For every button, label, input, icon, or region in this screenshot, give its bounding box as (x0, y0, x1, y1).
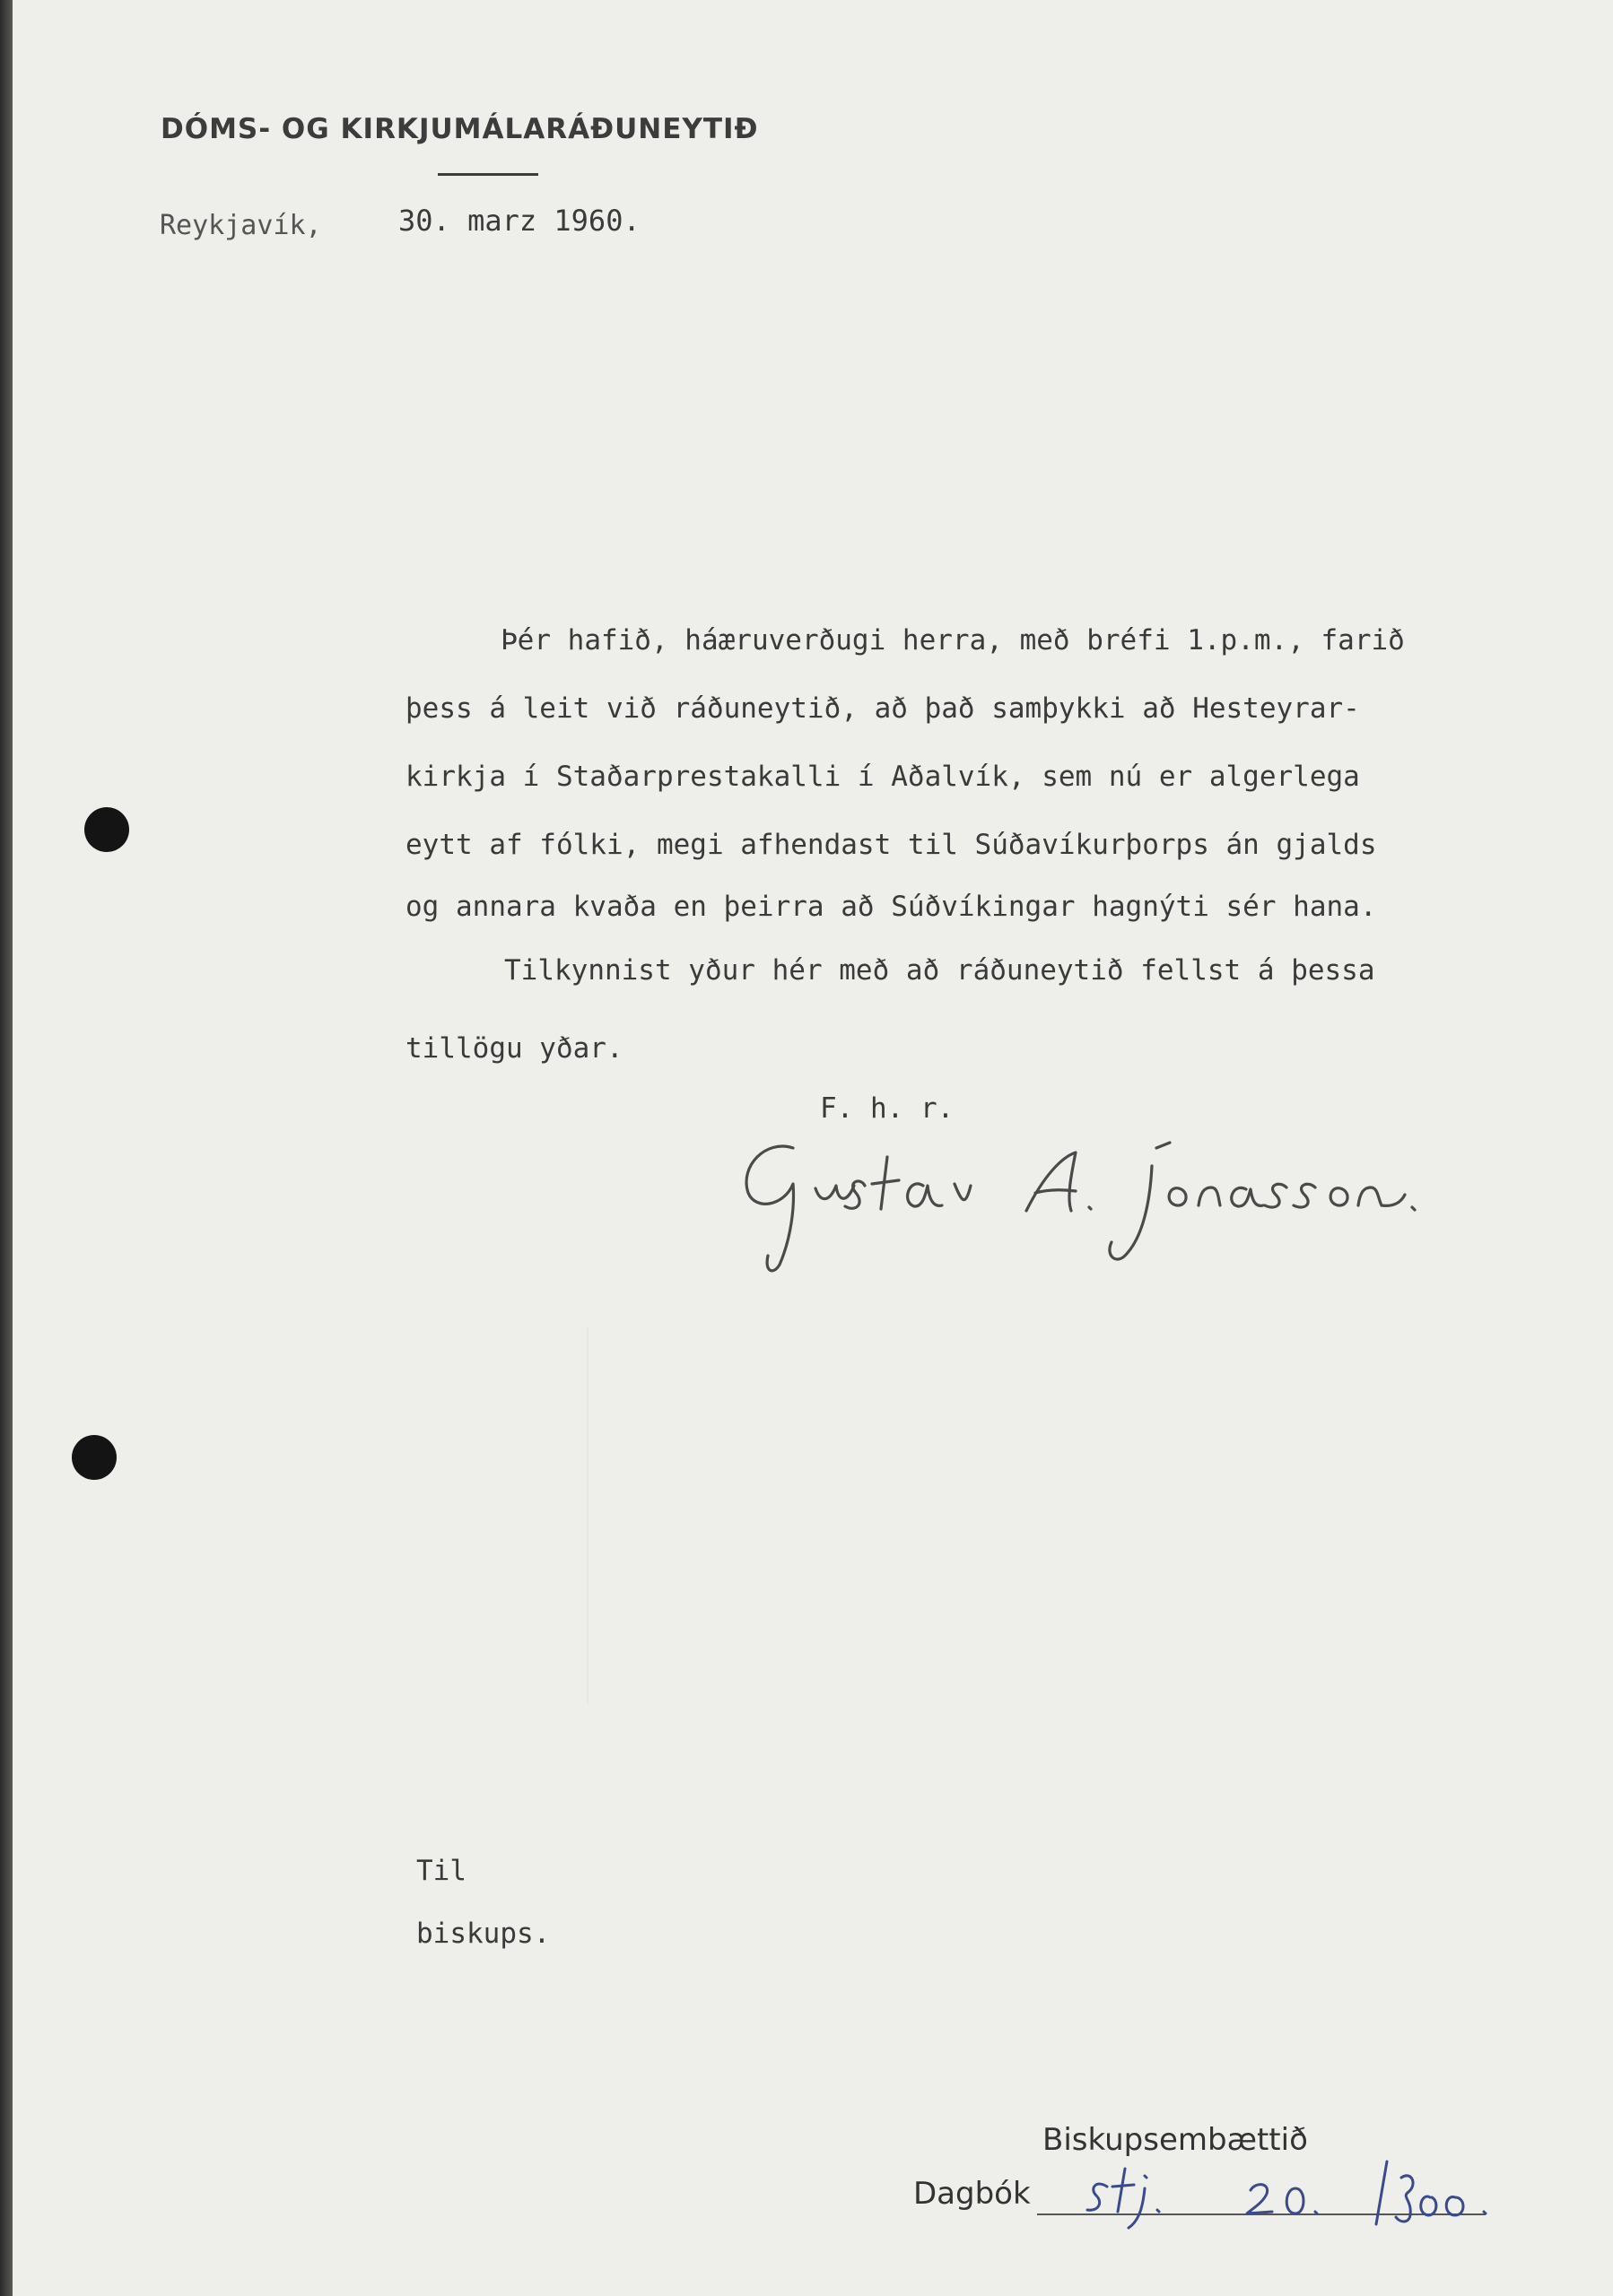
letterhead-divider (438, 173, 538, 176)
letter-page (13, 0, 1613, 2296)
signature-label: F. h. r. (820, 1092, 955, 1125)
body-line: Tilkynnist yður hér með að ráðuneytið fellst á þessa (504, 954, 1375, 987)
paper-crease (587, 1327, 589, 1704)
stamp-handwritten-entry (1071, 2135, 1502, 2233)
stamp-office-title: Biskupsembættið (1042, 2122, 1308, 2158)
scan-edge (0, 0, 13, 2296)
punch-hole-bottom (72, 1435, 117, 1480)
stamp-ledger-label: Dagbók (913, 2176, 1031, 2212)
body-line: eytt af fólki, megi afhendast til Súðavíkurþorps án gjalds (405, 829, 1377, 861)
dateline-place: Reykjavík, (160, 210, 322, 241)
body-line: þess á leit við ráðuneytið, að það samþykki að Hesteyrar- (405, 692, 1360, 725)
dateline-date: 30. marz 1960. (398, 204, 641, 238)
handwritten-signature (730, 1121, 1430, 1283)
punch-hole-top (84, 807, 129, 852)
body-line: tillögu yðar. (405, 1032, 623, 1065)
body-line: og annara kvaða en þeirra að Súðvíkingar hagnýti sér hana. (405, 891, 1377, 923)
letterhead-ministry: DÓMS- OG KIRKJUMÁLARÁÐUNEYTIÐ (161, 113, 759, 145)
body-line: kirkja í Staðarprestakalli í Aðalvík, sem nú er algerlega (405, 761, 1360, 793)
recipient-to: Til (416, 1855, 466, 1887)
recipient-name: biskups. (416, 1918, 551, 1950)
body-line: Þér hafið, háæruverðugi herra, með bréfi 1.p.m., farið (501, 624, 1405, 657)
